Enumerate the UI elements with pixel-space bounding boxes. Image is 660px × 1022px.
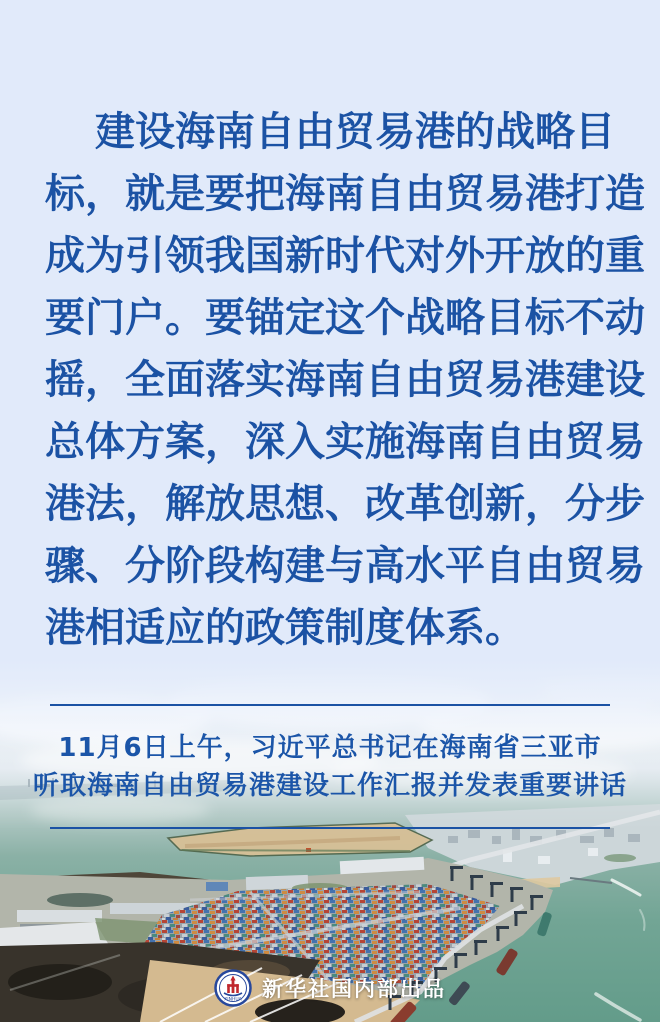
credit-text: 新华社国内部出品 (262, 977, 446, 1001)
quote-line: 标，就是要把海南自由贸易港打造 (45, 170, 645, 217)
quote-line: 港相适应的政策制度体系。 (45, 604, 525, 651)
credit-bar (0, 966, 660, 1010)
caption-line: 听取海南自由贸易港建设工作汇报并发表重要讲话 (32, 771, 627, 801)
quote-line: 成为引领我国新时代对外开放的重 (45, 232, 645, 279)
svg-text:XINHUA: XINHUA (224, 997, 242, 1003)
caption-divider-bottom (50, 827, 610, 829)
photo-caption (0, 729, 660, 805)
xinhua-logo-icon (214, 969, 252, 1007)
quote-line: 骤、分阶段构建与高水平自由贸易 (45, 542, 645, 589)
quote-line: 摇，全面落实海南自由贸易港建设 (45, 356, 645, 403)
quote-line: 要门户。要锚定这个战略目标不动 (45, 294, 645, 341)
caption-divider-top (50, 704, 610, 706)
quote-block (45, 101, 645, 659)
caption-line: 11月6日上午，习近平总书记在海南省三亚市 (58, 733, 602, 763)
quote-line: 港法，解放思想、改革创新，分步 (45, 480, 645, 527)
quote-line: 总体方案，深入实施海南自由贸易 (45, 418, 645, 465)
quote-line: 建设海南自由贸易港的战略目 (95, 108, 615, 155)
